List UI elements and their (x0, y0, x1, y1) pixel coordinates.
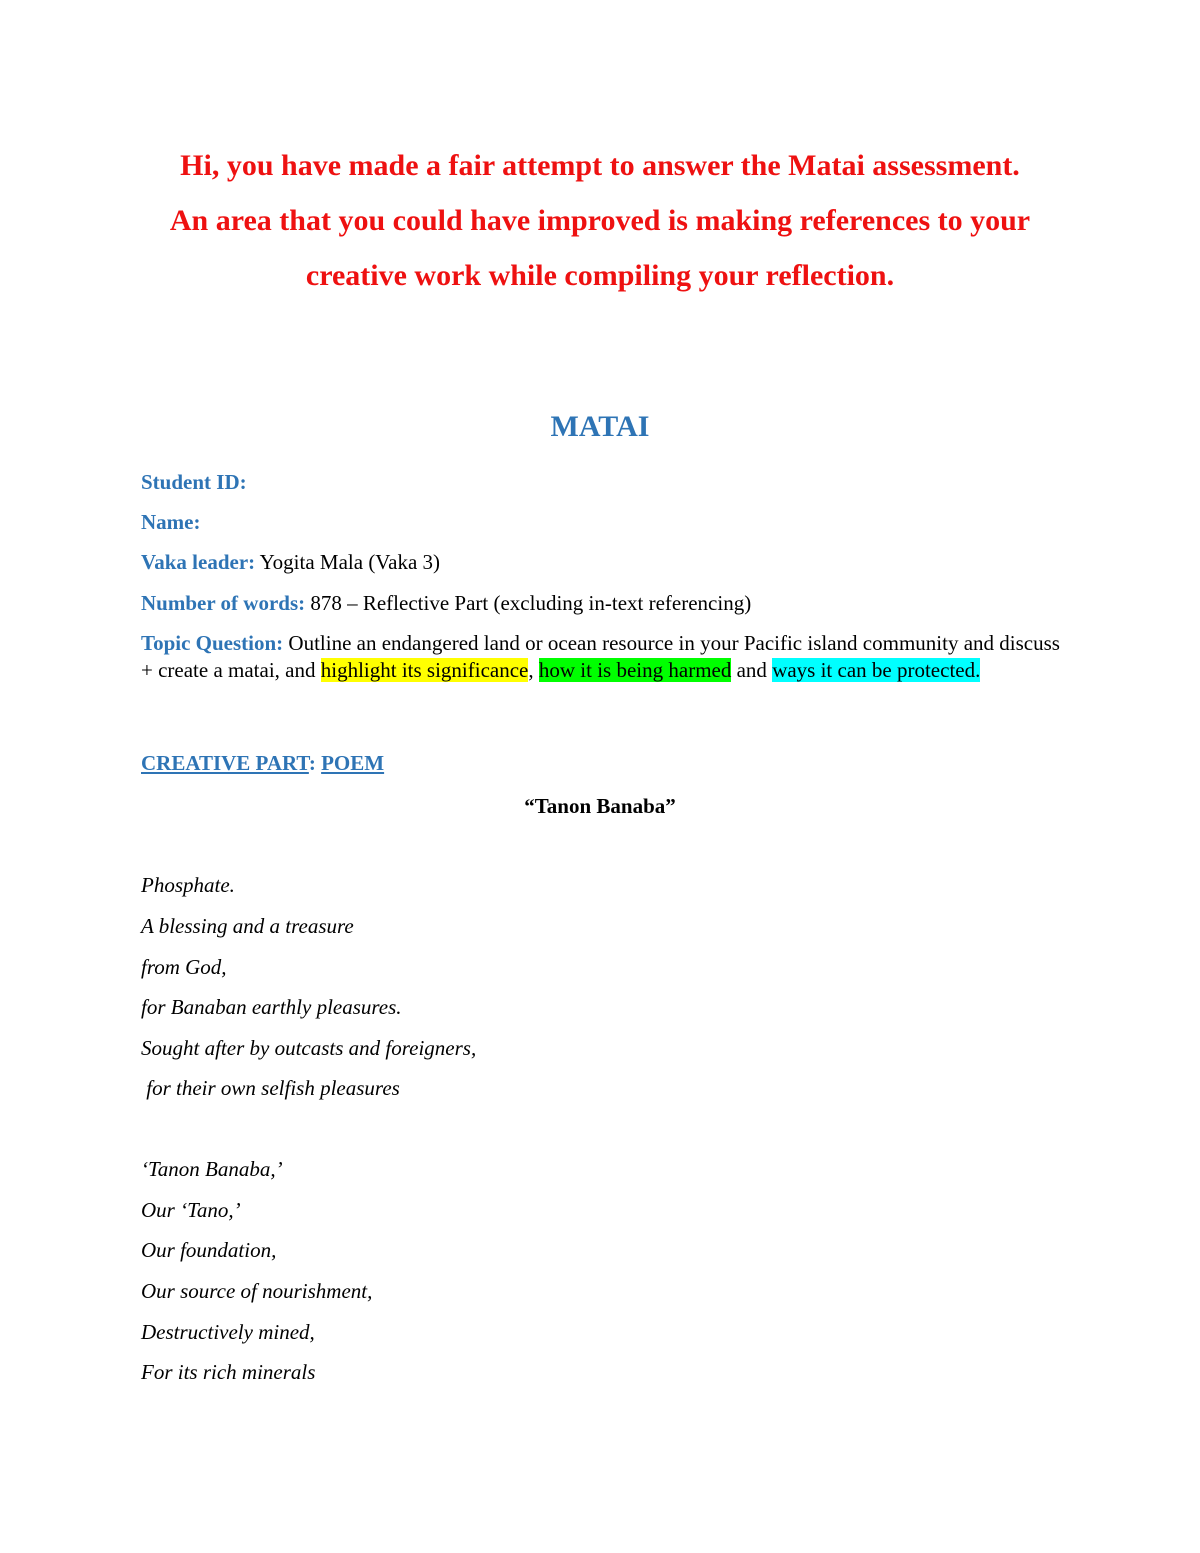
highlight-protected: ways it can be protected. (772, 658, 981, 682)
creative-part-label: CREATIVE PART (141, 751, 309, 775)
poem-line: For its rich minerals (141, 1360, 316, 1384)
word-count-field (141, 591, 751, 616)
word-count-value: 878 – Reflective Part (excluding in-text referencing) (305, 591, 752, 615)
poem-line: Destructively mined, (141, 1320, 315, 1344)
name-label: Name: (141, 510, 201, 534)
student-id-label: Student ID: (141, 470, 247, 494)
creative-part-colon: : (308, 751, 322, 775)
poem-line: ‘Tanon Banaba,’ (141, 1157, 283, 1181)
creative-part-heading (141, 751, 384, 776)
highlight-harmed: how it is being harmed (538, 658, 732, 682)
poem-line: Our ‘Tano,’ (141, 1198, 241, 1222)
poem-line: Our foundation, (141, 1238, 277, 1262)
topic-question (141, 630, 1061, 684)
teacher-feedback (100, 138, 1100, 303)
poem-line: for their own selfish pleasures (141, 1076, 400, 1100)
highlight-significance: highlight its significance (320, 658, 529, 682)
poem-line: Sought after by outcasts and foreigners, (141, 1036, 477, 1060)
document-title: MATAI (550, 410, 650, 443)
poem-line: Our source of nourishment, (141, 1279, 373, 1303)
topic-separator: and (731, 658, 773, 682)
student-id-field (141, 470, 247, 495)
poem-line: Phosphate. (141, 873, 235, 897)
vaka-leader-field (141, 550, 440, 575)
name-field (141, 510, 200, 535)
poem-title: “Tanon Banaba” (524, 794, 676, 818)
creative-part-type: POEM (321, 751, 385, 775)
topic-text: Outline an endangered land or ocean resource in your Pacific island community and discuss + create a matai, and (141, 631, 1060, 682)
feedback-line: creative work while compiling your reflection. (305, 259, 895, 292)
topic-separator: , (528, 658, 539, 682)
word-count-label: Number of words: (141, 591, 306, 615)
poem-line: A blessing and a treasure (141, 914, 354, 938)
vaka-leader-label: Vaka leader: (141, 550, 256, 574)
vaka-leader-value: Yogita Mala (Vaka 3) (255, 550, 441, 574)
poem-line: from God, (141, 955, 227, 979)
poem-line: for Banaban earthly pleasures. (141, 995, 402, 1019)
feedback-line: Hi, you have made a fair attempt to answer the Matai assessment. (180, 149, 1020, 182)
topic-label: Topic Question: (141, 631, 284, 655)
feedback-line: An area that you could have improved is making references to your (169, 204, 1031, 237)
